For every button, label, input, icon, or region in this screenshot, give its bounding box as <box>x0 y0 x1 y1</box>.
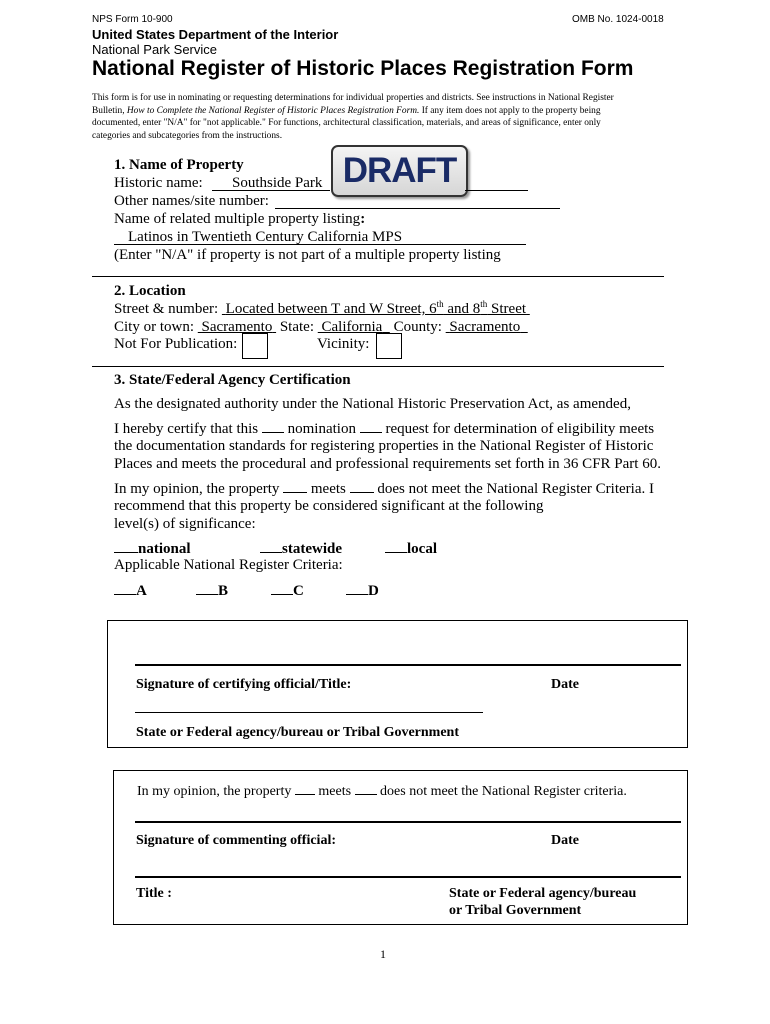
county-field[interactable]: Sacramento <box>449 319 521 335</box>
does-not-meet-blank[interactable] <box>355 782 377 795</box>
meets-blank[interactable] <box>283 479 307 493</box>
not-for-publication-label: Not For Publication: <box>114 336 238 352</box>
commenting-title-label: Title : <box>136 886 172 901</box>
page-number: 1 <box>380 947 386 961</box>
commenting-agency-label: or Tribal Government <box>449 903 582 918</box>
level-local[interactable]: local <box>385 539 437 558</box>
form-number: NPS Form 10-900 <box>92 14 173 25</box>
draft-stamp-text: DRAFT <box>342 151 457 190</box>
bulletin-title: How to Complete the National Register of Historic Places Registration Form. <box>126 105 420 116</box>
section-1-heading: 1. Name of Property <box>114 157 244 173</box>
determination-blank[interactable] <box>360 419 382 433</box>
omb-number: OMB No. 1024-0018 <box>572 14 664 25</box>
commenting-agency-label: State or Federal agency/bureau <box>449 886 637 901</box>
na-note: (Enter "N/A" if property is not part of a multiple property listing <box>114 247 501 263</box>
city-label: City or town: <box>114 319 198 335</box>
city-row <box>114 318 528 336</box>
state-label: State: <box>276 319 318 335</box>
certify-line: I hereby certify that this nomination request for determination of eligibility meets <box>114 421 655 437</box>
vicinity-checkbox[interactable] <box>376 333 402 359</box>
section-3-heading: 3. State/Federal Agency Certification <box>114 372 351 388</box>
signature-line[interactable] <box>135 664 681 666</box>
criteria-b[interactable]: B <box>196 581 228 600</box>
service-name: National Park Service <box>92 42 217 57</box>
level-statewide[interactable]: statewide <box>260 539 342 558</box>
certifying-agency-label: State or Federal agency/bureau or Tribal Government <box>136 725 460 740</box>
intro-line: Bulletin, How to Complete the National Register of Historic Places Registration Form. If any item does not apply to the property being <box>92 105 601 116</box>
level-national[interactable]: national <box>114 539 191 558</box>
certifying-signature-label: Signature of certifying official/Title: <box>136 677 352 692</box>
commenting-date-label: Date <box>551 833 579 848</box>
criteria-a[interactable]: A <box>114 581 147 600</box>
intro-paragraph <box>92 92 684 142</box>
section-divider <box>92 276 664 277</box>
section-2-heading: 2. Location <box>114 283 186 299</box>
opinion-text: level(s) of significance: <box>114 516 256 532</box>
intro-line: categories and subcategories from the instructions. <box>92 130 283 141</box>
department-name: United States Department of the Interior <box>92 27 339 42</box>
state-field[interactable]: California <box>321 319 383 335</box>
street-label: Street & number: <box>114 301 222 317</box>
certify-text: Places and meets the procedural and professional requirements set forth in 36 CFR Part 60. <box>114 456 661 472</box>
related-listing-label: Name of related multiple property listing: <box>114 211 366 227</box>
signature-line[interactable] <box>135 821 681 823</box>
agency-line[interactable] <box>135 712 483 713</box>
does-not-meet-blank[interactable] <box>350 479 374 493</box>
section-divider <box>92 366 664 367</box>
vicinity-label: Vicinity: <box>317 336 370 352</box>
city-field[interactable]: Sacramento <box>201 319 273 335</box>
commenting-signature-label: Signature of commenting official: <box>136 833 336 848</box>
draft-stamp <box>331 145 468 197</box>
street-row <box>114 300 530 318</box>
other-names-field[interactable] <box>275 208 560 209</box>
opinion-line: In my opinion, the property meets does not meet the National Register Criteria. I <box>114 481 654 497</box>
authority-statement: As the designated authority under the National Historic Preservation Act, as amended, <box>114 396 631 412</box>
certifying-date-label: Date <box>551 677 579 692</box>
criteria-d[interactable]: D <box>346 581 379 600</box>
not-for-publication-checkbox[interactable] <box>242 333 268 359</box>
historic-name-underline <box>465 190 528 191</box>
historic-name-label: Historic name: <box>114 175 203 191</box>
title-line[interactable] <box>135 876 681 878</box>
other-names-label: Other names/site number: <box>114 193 269 209</box>
intro-line: documented, enter "N/A" for "not applicable." For functions, architectural classification, materials, and areas of significance, enter only <box>92 118 601 128</box>
page-title: National Register of Historic Places Registration Form <box>92 57 634 80</box>
criteria-label: Applicable National Register Criteria: <box>114 557 343 573</box>
intro-line: This form is for use in nominating or requesting determinations for individual properties and districts. See instructions in National Register <box>92 93 614 103</box>
meets-blank[interactable] <box>295 782 315 795</box>
street-field[interactable]: Located between T and W Street, 6th and 8th Street <box>225 299 527 317</box>
county-label: County: <box>389 319 446 335</box>
nomination-blank[interactable] <box>262 419 284 433</box>
related-listing-field[interactable]: Latinos in Twentieth Century California MPS <box>114 228 526 245</box>
commenting-opinion-line: In my opinion, the property meets does not meet the National Register criteria. <box>137 784 627 799</box>
criteria-c[interactable]: C <box>271 581 304 600</box>
historic-name-field[interactable]: Southside Park <box>232 175 323 191</box>
opinion-text: recommend that this property be considered significant at the following <box>114 498 544 514</box>
certify-text: the documentation standards for registering properties in the National Register of Historic <box>114 438 654 454</box>
